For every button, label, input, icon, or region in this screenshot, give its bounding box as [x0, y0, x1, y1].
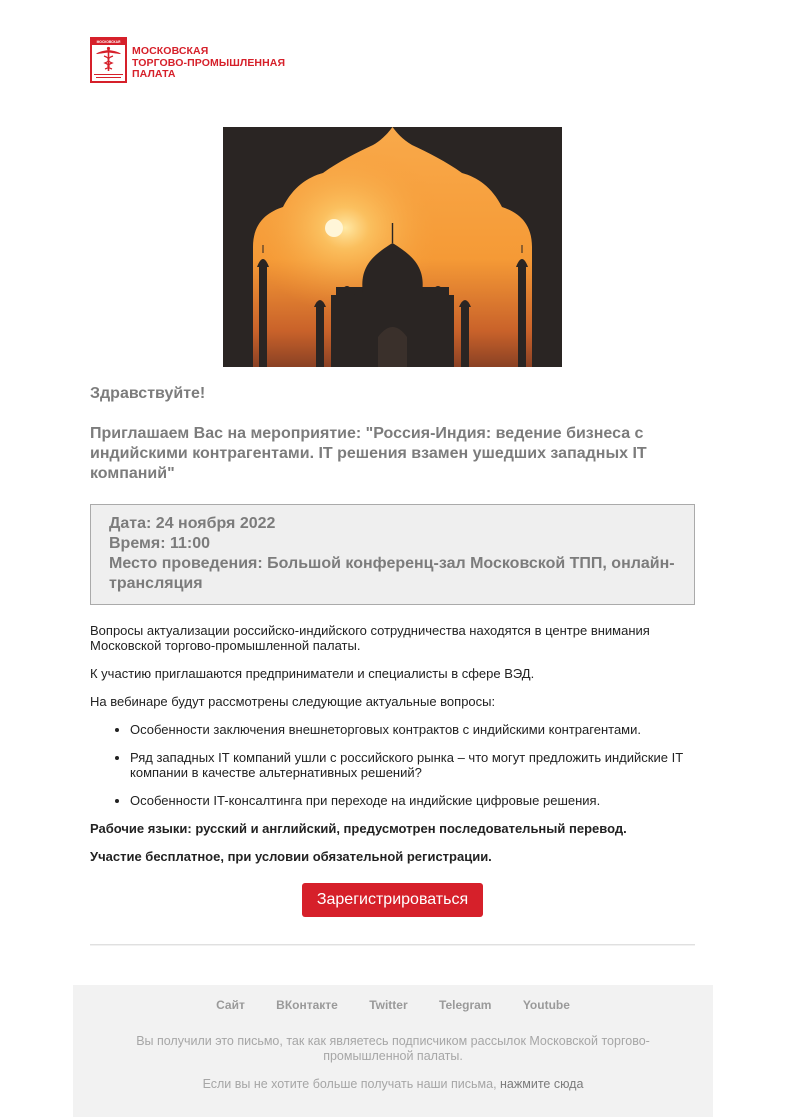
working-languages: Рабочие языки: русский и английский, предусмотрен последовательный перевод.: [90, 821, 627, 836]
event-place: Место проведения: Большой конференц-зал Московской ТПП, онлайн-трансляция: [109, 555, 675, 592]
chamber-logo[interactable]: [90, 37, 285, 83]
unsubscribe-text: Если вы не хотите больше получать наши письма,: [202, 1077, 501, 1091]
divider: [90, 944, 695, 945]
list-item: • Особенности заключения внешнеторговых контрактов с индийскими контрагентами.: [130, 722, 695, 737]
logo-wordmark: [132, 46, 285, 81]
email-content: [90, 384, 695, 917]
cta-wrapper: [90, 883, 695, 917]
emblem-text: МОСКОВСКАЯ: [96, 40, 121, 44]
footer-social-links: [73, 998, 713, 1012]
list-item: • Ряд западных IT компаний ушли с российского рынка – что могут предложить индийские IT компании в качестве альтернативных решений?: [130, 750, 695, 780]
paragraph-intro: Вопросы актуализации российско-индийского сотрудничества находятся в центре внимания Московской торгово-промышленной палаты.: [90, 623, 650, 653]
event-date: Дата: 24 ноября 2022: [109, 515, 276, 532]
footer-link-youtube[interactable]: Youtube: [522, 998, 570, 1012]
subscription-notice: Вы получили это письмо, так как являетесь подписчиком рассылок Московской торгово-промышленной палаты.: [136, 1034, 650, 1063]
logo-line-1: МОСКОВСКАЯ: [132, 45, 209, 57]
event-time: Время: 11:00: [109, 535, 210, 552]
unsubscribe-line: [73, 1077, 713, 1092]
footer: [73, 985, 713, 1117]
footer-link-vkontakte[interactable]: ВКонтакте: [276, 998, 338, 1012]
event-invitation: Приглашаем Вас на мероприятие: "Россия-Индия: ведение бизнеса с индийскими контрагентами. IT решения взамен ушедших западных IT компаний": [90, 425, 647, 482]
unsubscribe-link[interactable]: нажмите сюда: [500, 1077, 584, 1091]
free-participation-note: Участие бесплатное, при условии обязательной регистрации.: [90, 849, 492, 864]
hero-image: [223, 127, 562, 367]
list-item: • Особенности IT-консалтинга при переходе на индийские цифровые решения.: [130, 793, 695, 808]
paragraph-audience: К участию приглашаются предприниматели и специалисты в сфере ВЭД.: [90, 666, 535, 681]
greeting: Здравствуйте!: [90, 385, 206, 402]
footer-link-twitter[interactable]: Twitter: [369, 998, 408, 1012]
logo-line-3: ПАЛАТА: [132, 68, 176, 80]
logo-line-2: ТОРГОВО-ПРОМЫШЛЕННАЯ: [132, 56, 286, 69]
register-button[interactable]: Зарегистрироваться: [302, 883, 483, 917]
chamber-emblem-icon: [90, 37, 127, 83]
footer-link-site[interactable]: Сайт: [216, 998, 245, 1012]
topics-list: [90, 722, 695, 808]
paragraph-topics-lead: На вебинаре будут рассмотрены следующие актуальные вопросы:: [90, 694, 496, 709]
event-details-box: [90, 504, 695, 605]
footer-link-telegram[interactable]: Telegram: [439, 998, 492, 1012]
